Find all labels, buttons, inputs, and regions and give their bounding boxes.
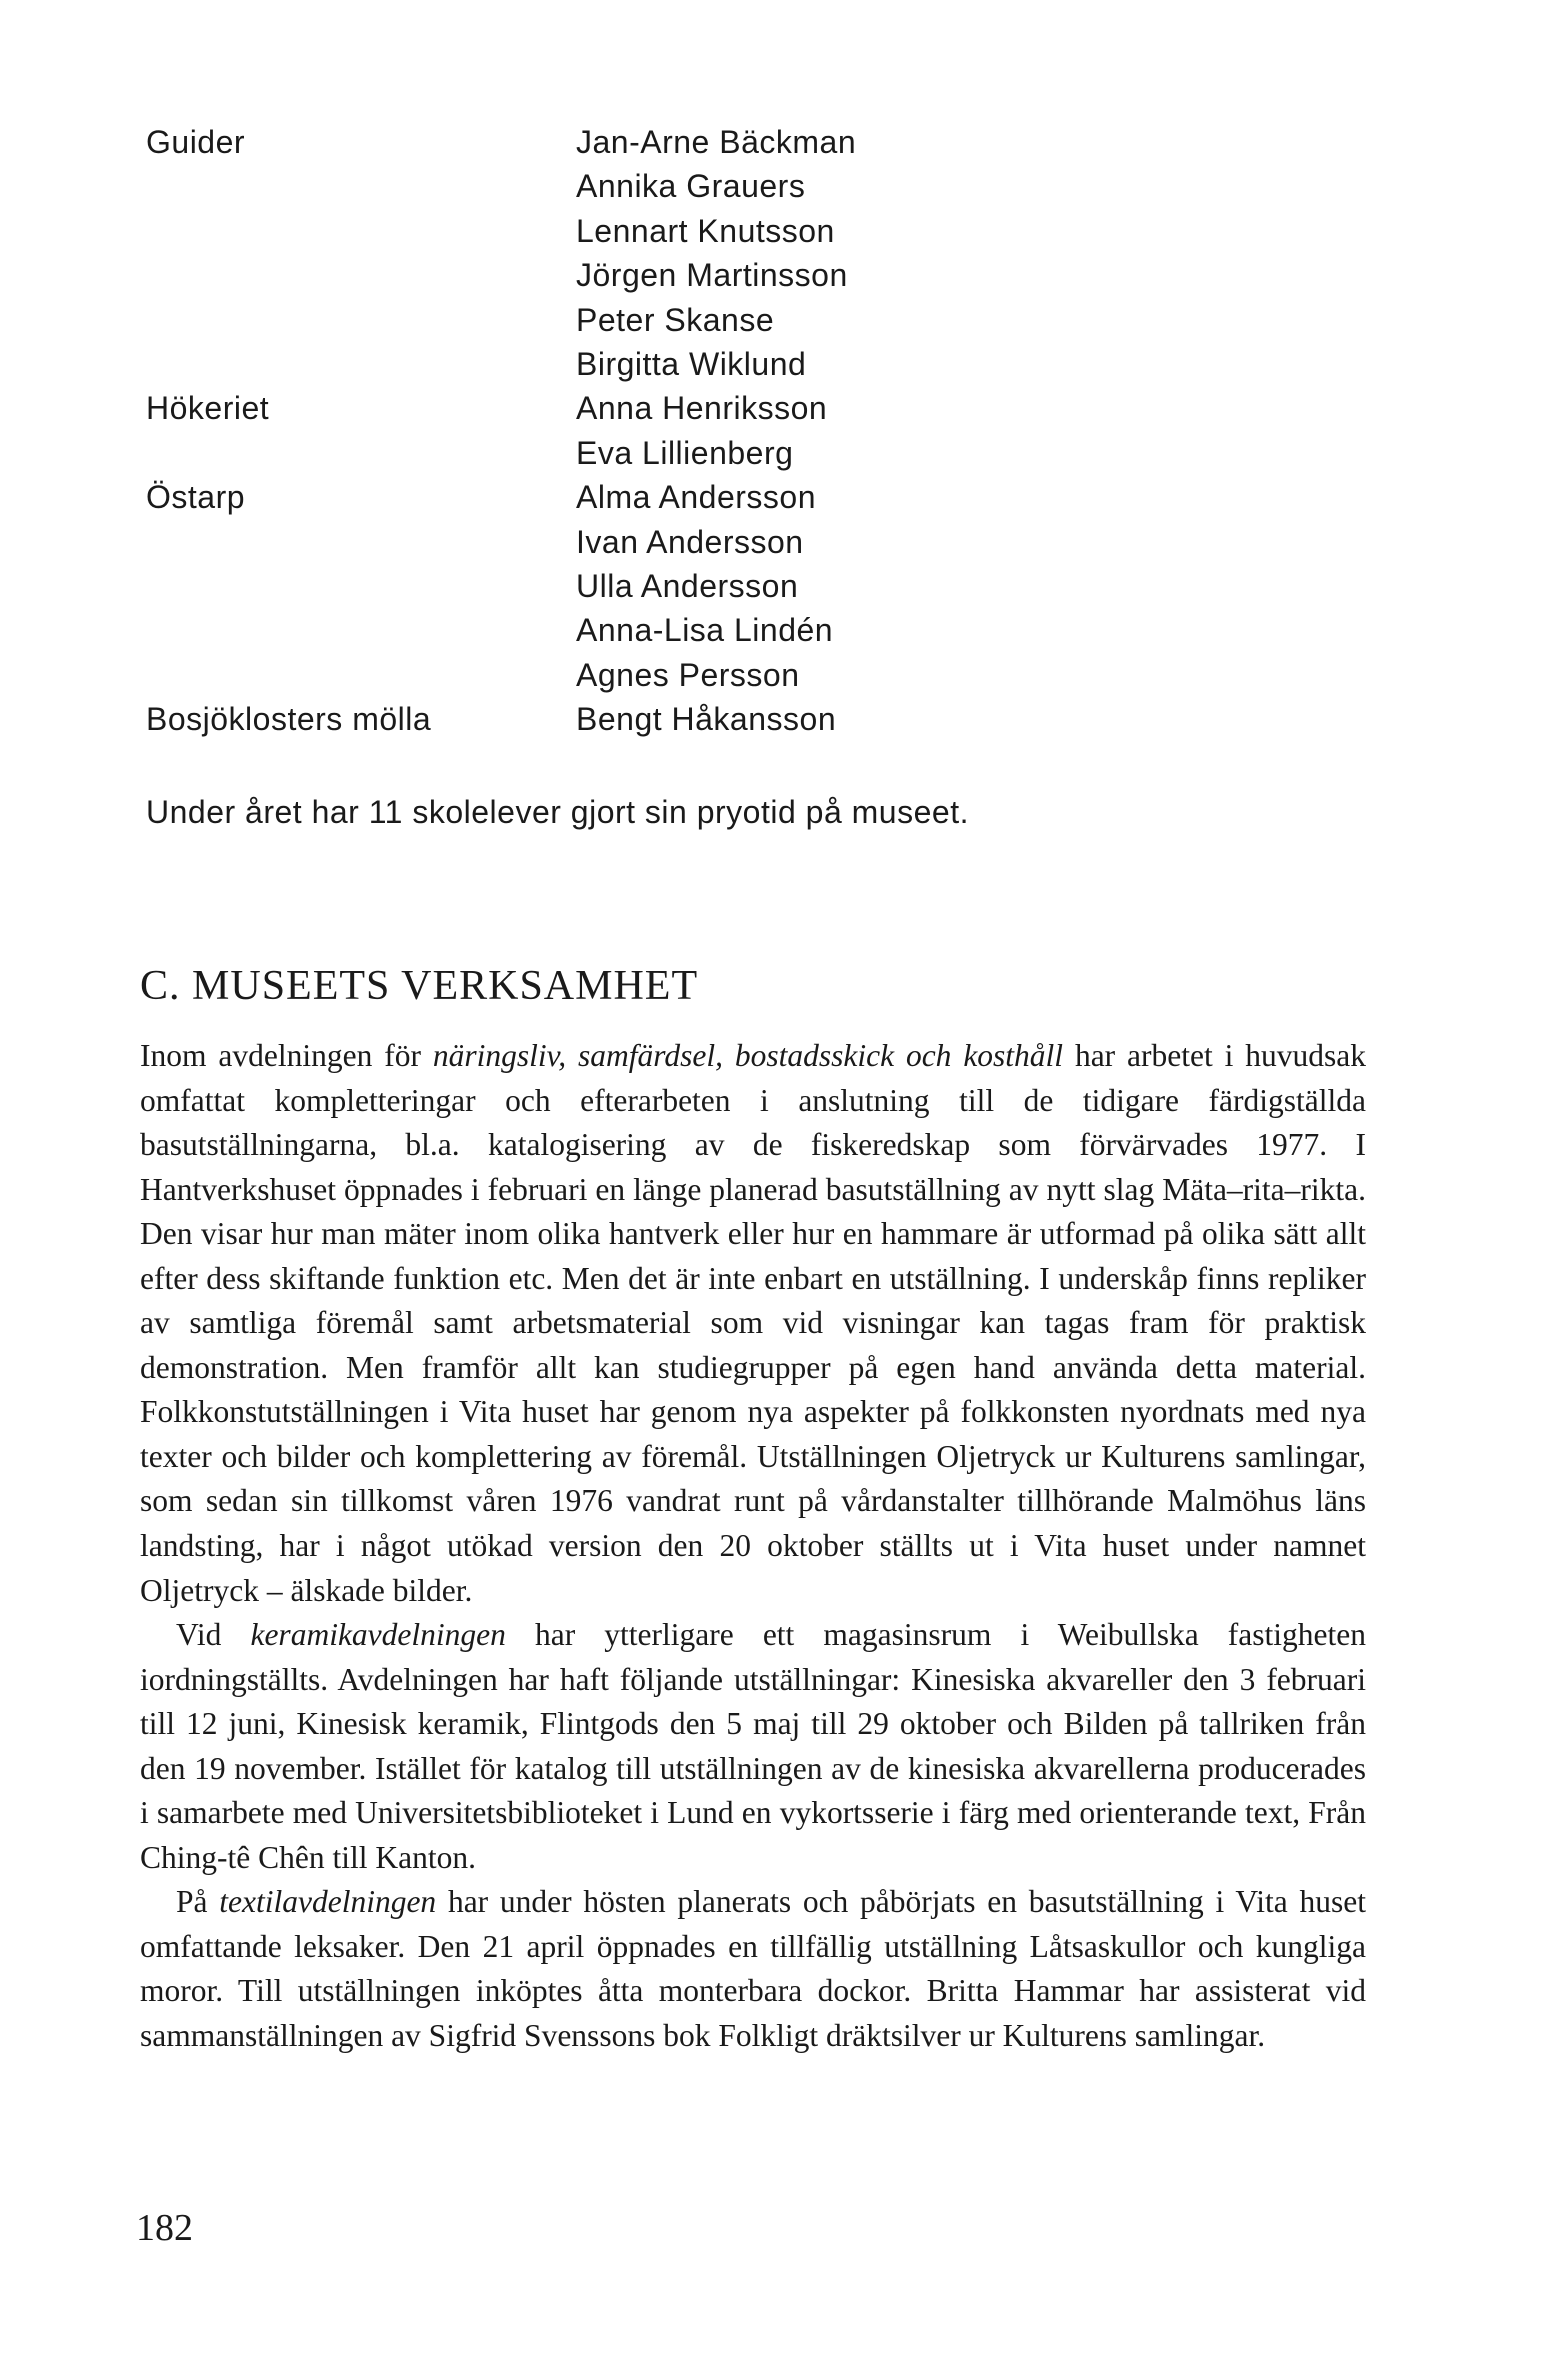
paragraph-italic-term: näringsliv, samfärdsel, bostadsskick och kosthåll — [432, 1038, 1064, 1073]
page-number: 182 — [136, 2207, 193, 2249]
paragraph-keramik — [140, 1613, 1366, 1880]
staff-name: Annika Grauers — [576, 168, 806, 205]
group-names — [576, 697, 1046, 741]
paragraph-rest: har ytterligare ett magasinsrum i Weibullska fastigheten iordningställts. Avdelningen har haft följande utställningar: Kinesiska akvareller den 3 februari till 12 juni, Kinesisk keramik, Flintgods den 5 maj till 29 oktober och Bilden på tallriken från den 19 november. Istället för katalog till utställningen av de kinesiska akvarellerna producerades i samarbete med Universitetsbiblioteket i Lund en vykortsserie i färg med orienterande text, Från Ching-tê Chên till Kanton. — [140, 1617, 1366, 1875]
group-names — [576, 475, 1046, 697]
staff-list — [146, 120, 1046, 742]
staff-group-bosjokloster — [146, 697, 1046, 741]
body-text — [140, 1034, 1366, 2059]
staff-name: Anna Henriksson — [576, 390, 828, 427]
group-label: Bosjöklosters mölla — [146, 701, 432, 738]
group-names — [576, 120, 1046, 386]
staff-group-hokeriet — [146, 386, 1046, 475]
paragraph-textil — [140, 1880, 1366, 2058]
staff-name: Jan-Arne Bäckman — [576, 124, 857, 160]
staff-name: Ulla Andersson — [576, 568, 799, 605]
group-label: Östarp — [146, 479, 246, 516]
paragraph-rest: har arbetet i huvudsak omfattat kompletteringar och efterarbeten i anslutning till de tidigare färdigställda basutställningarna, bl.a. katalogisering av de fiskeredskap som förvärvades 1977. I Hantverkshuset öppnades i februari en länge planerad basutställning av nytt slag Mäta–rita–rikta. Den visar hur man mäter inom olika hantverk eller hur en hammare är utformad på olika sätt allt efter dess skiftande funktion etc. Men det är inte enbart en utställning. I underskåp finns repliker av samtliga föremål samt arbetsmaterial som vid visningar kan tagas fram för praktisk demonstration. Men framför allt kan studiegrupper på egen hand använda detta material. Folkkonstutställningen i Vita huset har genom nya aspekter på folkkonsten nyordnats med nya texter och bilder och komplettering av föremål. Utställningen Oljetryck ur Kulturens samlingar, som sedan sin tillkomst våren 1976 vandrat runt på vårdanstalter tillhörande Malmöhus läns landsting, har i något utökad version den 20 oktober ställts ut i Vita huset under namnet Oljetryck – älskade bilder. — [140, 1038, 1366, 1608]
staff-group-ostarp — [146, 475, 1046, 697]
paragraph-italic-term: keramikavdelningen — [250, 1617, 506, 1653]
trainee-note: Under året har 11 skolelever gjort sin pryotid på museet. — [146, 794, 969, 830]
paragraph-intro: Vid — [176, 1617, 251, 1653]
paragraph-intro: På — [176, 1884, 220, 1920]
staff-group-guider — [146, 120, 1046, 386]
group-label: Guider — [146, 124, 246, 160]
paragraph-intro: Inom avdelningen för — [140, 1038, 433, 1073]
section-title: C. MUSEETS VERKSAMHET — [140, 963, 699, 1009]
staff-name: Eva Lillienberg — [576, 434, 794, 471]
staff-name: Bengt Håkansson — [576, 701, 837, 738]
staff-name: Lennart Knutsson — [576, 212, 835, 249]
paragraph-italic-term: textilavdelningen — [219, 1884, 437, 1920]
staff-name: Agnes Persson — [576, 656, 800, 693]
staff-name: Alma Andersson — [576, 479, 817, 516]
staff-name: Birgitta Wiklund — [576, 346, 807, 383]
paragraph-rest: har under hösten planerats och påbörjats en basutställning i Vita huset omfattande leksaker. Den 21 april öppnades en tillfällig utställning Låtsaskullor och kungliga moror. Till utställningen inköptes åtta monterbara dockor. Britta Hammar har assisterat vid sammanställningen av Sigfrid Svenssons bok Folkligt dräktsilver ur Kulturens samlingar. — [140, 1884, 1367, 2054]
staff-name: Ivan Andersson — [576, 523, 804, 560]
staff-name: Anna-Lisa Lindén — [576, 612, 834, 649]
staff-name: Jörgen Martinsson — [576, 257, 848, 294]
paragraph-naringsliv — [140, 1034, 1366, 1613]
group-names — [576, 386, 1046, 475]
group-label: Hökeriet — [146, 390, 270, 427]
staff-name: Peter Skanse — [576, 301, 775, 338]
